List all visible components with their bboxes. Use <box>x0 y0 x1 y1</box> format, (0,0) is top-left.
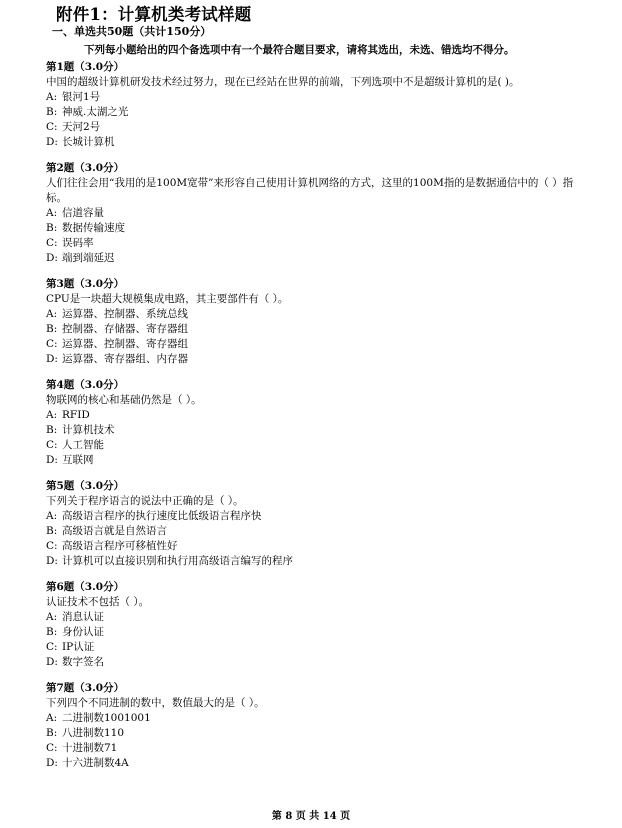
question-stem: 下列四个不同进制的数中，数值最大的是（ ）。 <box>46 697 265 709</box>
question-stem: 下列关于程序语言的说法中正确的是（ ）。 <box>46 495 244 507</box>
answer-option <box>46 539 586 554</box>
option-text: 运算器、控制器、系统总线 <box>62 308 188 320</box>
option-text: 神威.太湖之光 <box>62 106 129 118</box>
option-letter: D: <box>46 555 58 567</box>
answer-option <box>46 756 586 771</box>
question-block <box>46 681 586 771</box>
option-letter: C: <box>46 742 58 754</box>
option-letter: D: <box>46 656 58 668</box>
question-block <box>46 277 586 367</box>
option-text: 二进制数1001001 <box>62 712 151 724</box>
option-text: 运算器、控制器、寄存器组 <box>62 338 188 350</box>
question-heading: 第6题（3.0分） <box>46 581 125 593</box>
option-letter: D: <box>46 353 58 365</box>
option-text: 十六进制数4A <box>62 757 129 769</box>
option-text: 人工智能 <box>62 439 104 451</box>
option-text: 银河1号 <box>62 91 101 103</box>
option-letter: B: <box>46 106 58 118</box>
answer-option <box>46 711 586 726</box>
page-number: 第 8 页 共 14 页 <box>271 811 351 822</box>
answer-option <box>46 90 586 105</box>
question-block <box>46 60 586 150</box>
answer-option <box>46 120 586 135</box>
answer-option <box>46 741 586 756</box>
option-text: 十进制数71 <box>62 742 118 754</box>
answer-option <box>46 251 586 266</box>
answer-option <box>46 524 586 539</box>
answer-option <box>46 322 586 337</box>
answer-option <box>46 640 586 655</box>
answer-option <box>46 135 586 150</box>
question-list <box>46 60 586 782</box>
option-text: 计算机技术 <box>62 424 115 436</box>
option-letter: A: <box>46 207 58 219</box>
answer-option <box>46 221 586 236</box>
option-text: 高级语言就是自然语言 <box>62 525 167 537</box>
option-letter: B: <box>46 727 58 739</box>
question-stem: 认证技术不包括（ ）。 <box>46 596 150 608</box>
option-letter: B: <box>46 222 58 234</box>
option-letter: B: <box>46 424 58 436</box>
answer-option <box>46 307 586 322</box>
instruction-text: 下列每小题给出的四个备选项中有一个最符合题目要求，请将其选出，未选、错选均不得分。 <box>84 44 515 56</box>
option-text: IP认证 <box>62 641 95 653</box>
option-text: 运算器、寄存器组、内存器 <box>62 353 188 365</box>
answer-option <box>46 438 586 453</box>
option-text: 高级语言程序可移植性好 <box>62 540 178 552</box>
option-text: 八进制数110 <box>62 727 125 739</box>
option-text: 数据传输速度 <box>62 222 125 234</box>
option-text: 天河2号 <box>62 121 101 133</box>
option-text: 身份认证 <box>62 626 104 638</box>
option-text: 消息认证 <box>62 611 104 623</box>
option-letter: D: <box>46 757 58 769</box>
option-letter: D: <box>46 454 58 466</box>
option-text: 控制器、存储器、寄存器组 <box>62 323 188 335</box>
option-letter: C: <box>46 121 58 133</box>
question-heading: 第7题（3.0分） <box>46 682 125 694</box>
option-letter: B: <box>46 323 58 335</box>
option-letter: D: <box>46 252 58 264</box>
answer-option <box>46 408 586 423</box>
question-heading: 第1题（3.0分） <box>46 61 125 73</box>
answer-option <box>46 655 586 670</box>
option-letter: A: <box>46 91 58 103</box>
option-letter: A: <box>46 409 58 421</box>
question-stem: 中国的超级计算机研发技术经过努力，现在已经站在世界的前端，下列选项中不是超级计算机的是( )。 <box>46 76 520 88</box>
option-letter: C: <box>46 338 58 350</box>
option-letter: B: <box>46 525 58 537</box>
option-letter: D: <box>46 136 58 148</box>
answer-option <box>46 509 586 524</box>
option-text: RFID <box>62 409 90 421</box>
answer-option <box>46 726 586 741</box>
answer-option <box>46 625 586 640</box>
question-block <box>46 161 586 266</box>
option-text: 长城计算机 <box>62 136 115 148</box>
option-text: 计算机可以直接识别和执行用高级语言编写的程序 <box>62 555 293 567</box>
option-text: 互联网 <box>62 454 94 466</box>
answer-option <box>46 337 586 352</box>
option-letter: B: <box>46 626 58 638</box>
answer-option <box>46 206 586 221</box>
question-block <box>46 378 586 468</box>
option-text: 误码率 <box>62 237 94 249</box>
option-text: 端到端延迟 <box>62 252 115 264</box>
answer-option <box>46 554 586 569</box>
question-block <box>46 479 586 569</box>
option-letter: C: <box>46 237 58 249</box>
question-heading: 第4题（3.0分） <box>46 379 125 391</box>
question-heading: 第3题（3.0分） <box>46 278 125 290</box>
answer-option <box>46 423 586 438</box>
question-stem: CPU是一块超大规模集成电路，其主要部件有（ ）。 <box>46 293 289 305</box>
option-text: 高级语言程序的执行速度比低级语言程序快 <box>62 510 262 522</box>
option-letter: A: <box>46 712 58 724</box>
option-letter: A: <box>46 510 58 522</box>
answer-option <box>46 453 586 468</box>
option-letter: A: <box>46 611 58 623</box>
answer-option <box>46 610 586 625</box>
answer-option <box>46 105 586 120</box>
question-heading: 第2题（3.0分） <box>46 162 125 174</box>
option-letter: A: <box>46 308 58 320</box>
section-heading: 一、单选共50题（共计150分） <box>52 25 212 38</box>
option-letter: C: <box>46 540 58 552</box>
answer-option <box>46 236 586 251</box>
option-letter: C: <box>46 641 58 653</box>
answer-option <box>46 352 586 367</box>
document-title: 附件1：计算机类考试样题 <box>56 5 252 24</box>
question-heading: 第5题（3.0分） <box>46 480 125 492</box>
question-block <box>46 580 586 670</box>
question-stem: 人们往往会用“我用的是100M宽带”来形容自己使用计算机网络的方式，这里的100M指的是数据通信中的（ ）指标。 <box>46 177 574 204</box>
option-text: 信道容量 <box>62 207 104 219</box>
option-text: 数字签名 <box>62 656 104 668</box>
question-stem: 物联网的核心和基础仍然是（ ）。 <box>46 394 202 406</box>
option-letter: C: <box>46 439 58 451</box>
